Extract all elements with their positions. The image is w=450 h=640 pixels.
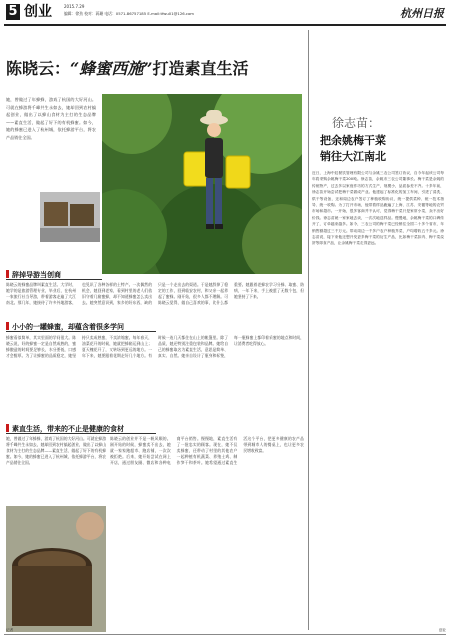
section-title-text-3: 素直生活，带来的不止是健康的食材 — [12, 425, 124, 433]
hero-photo-graphic — [102, 94, 302, 274]
honeycomb-photo — [40, 192, 100, 242]
section-title-1 — [6, 270, 102, 280]
section-name: 创业 — [24, 4, 52, 20]
section-body-3: 陈晓云的创业并不是一帆风顺的。刚开始的时候，蜂蜜卖不出去，她就一家家跑超市、跑店铺，一次次被拒绝。后来，她开始尝试在网上开店，通过朋友圈、微店和各种电商平台销售。慢慢地，素直生活有了一批忠实的顾客。现在，她不仅卖蜂蜜，还带动了村里的其他农户一起种植有机蔬菜、养殖土鸡、制作笋干和茶叶。她希望通过素直生活这个平台，把更多健康的农产品带到城市人的餐桌上，也让更多农民增收致富。 — [110, 436, 304, 465]
section-body-2: 蜂蜜看似简单，其实里面的学问很大。陈晓云说，好的蜂蜜一定是自然成熟的，蜜蜂酿造的时间要足够长，水分要低，口感才会醇厚。为了让蜂蜜的品质稳定，她坚持只卖成熟蜜，不卖浓缩蜜。每年春天，油菜花开的时候，她就把蜂箱运到山上；夏天槐花开了，又转场到更远的地方。一年下来，她要跟着花期走好几个地方。有时候一连几天都住在山上的帐篷里。除了品质，她还特别注重包装和品牌。她给自己的蜂蜜取名为素直生活，意思是简单、真实、自然。她亲自设计了瓶身和标签，每一瓶蜂蜜上都印着采蜜的地点和时间，让消费者吃得放心。 — [6, 335, 304, 358]
section3-left-text: 她，曾做过了年蜂蜂，游戏了杭国的大好河山。可就在蜂游将千峰共生永如去，她却回到农村搞起创业，做出了以蜂山食材为主打的生态品牌——素直生活，做起了好下的有机蜂蜜。如今，她的蜂蜜已进入了杭州城，依托蜂游平台，将农产品销往全国。 — [6, 436, 106, 465]
page-header — [0, 0, 450, 24]
footer-right: 创业 — [438, 628, 446, 632]
issue-date: 2015.7.29 — [64, 4, 85, 9]
editor-contact: 编辑：徐劲 校对：蒋珊 电话：0571-86757185 E-mail:tfwu01@126.com — [64, 11, 194, 16]
section-bar-2 — [6, 322, 9, 330]
sidebar-name: 徐志苗： — [332, 116, 381, 130]
page-number: 5 — [8, 4, 18, 19]
page-number-box — [6, 4, 20, 20]
sidebar-body: 近日，上海中虹餐饮管理有限公司与余姚三农公司签订协议，自今年起该公司每年将采购余姚梅干菜200吨。徐志苗，余姚市三农公司董事长。梅干菜是余姚的传统特产，过去多以家庭作坊的方式生产，规模小，品质参差不齐。十多年前，徐志苗开始尝试把梅干菜做成产业。他建起了标准化的加工车间，引进了清洗、烘干等设备，还和周边农户签订了种植收购协议，统一提供菜种、统一技术指导、统一收购。为了打开市场，他带着样品跑遍了上海、江苏、安徽等地的农贸市场和超市。一开始，很多客商并不认可，觉得梅干菜只是家常小菜，卖不出好价钱。徐志苗就一家家地去谈，一次次地送样品。慢慢地，余姚梅干菜的口碑传开了，订单越来越多。如今，三农公司的梅干菜已经销往全国二十多个省市，年销售额超过三千万元。带动周边一千多户农户种植芥菜，户均增收五千多元。徐志苗说，接下来他还想开发更多梅干菜的衍生产品，比如梅干菜扣肉、梅干菜烧饼等即食产品，让余姚梅干菜走得更远。 — [312, 171, 444, 246]
section-title-text-2: 小小的一罐蜂蜜，却蕴含着很多学问 — [12, 323, 124, 331]
headline-prefix: 陈晓云： — [6, 59, 71, 78]
section-body-1: 陈晓云的蜂蜜品牌叫素直生活。大学时，她学的是旅游管理专业，毕业后，在杭州一家旅行社当导游，带着游客走遍了大江南北。那几年，她接待了许多外地游客，也见识了各种各样的土特产。一次偶然的机会，她回到老家，看到村里的老人们依旧守着几箱蜜蜂，却不知道蜂蜜怎么卖出去。她突然意识到，家乡的好东西，缺的只是一个走出去的渠道。于是她辞掉了稳定的工作，回到临安农村，和父亲一起养起了蜜蜂。刚开始，很多人都不理解。可陈晓云觉得，做自己喜欢的事，比什么都重要。她跟着老蜂农学习分蜂、取蜜、防病，一年下来，手上被蜇了无数个包，但她坚持了下来。 — [6, 282, 304, 305]
section-bar-3 — [6, 424, 9, 432]
barrel-photo — [6, 506, 106, 632]
header-rule — [4, 24, 446, 26]
honeycomb-graphic — [40, 192, 100, 242]
section-title-2 — [6, 322, 156, 332]
sidebar — [312, 114, 444, 634]
footer-rule — [4, 634, 446, 635]
sidebar-divider — [308, 30, 309, 630]
headline — [6, 58, 306, 82]
section-bar-1 — [6, 270, 9, 278]
masthead: 杭州日报 — [400, 7, 444, 20]
barrel-graphic — [6, 506, 106, 632]
sidebar-title-line2: 销往大江南北 — [320, 150, 386, 163]
section-title-text-1: 辞掉导游当创商 — [12, 271, 61, 279]
headline-suffix: 打造素直生活 — [152, 59, 249, 78]
section-title-3 — [6, 424, 156, 434]
sidebar-title-line1: 把余姚梅干菜 — [320, 134, 386, 147]
lead-paragraph: 她，曾做过了年蜂蜂，游戏了杭国的大好河山。可就在蜂游将千峰共生永如去，她却回到农村搞起创业，做出了以蜂山食材为主打的生态品牌——素直生活，做起了好下的有机蜂蜜。如今，她的蜂蜜已进入了杭州城，依托蜂游平台，将农产品销往全国。 — [6, 97, 96, 140]
hero-photo — [102, 94, 302, 274]
footer-left: 记者 — [6, 628, 14, 632]
headline-quote: “蜂蜜西施” — [70, 59, 153, 78]
